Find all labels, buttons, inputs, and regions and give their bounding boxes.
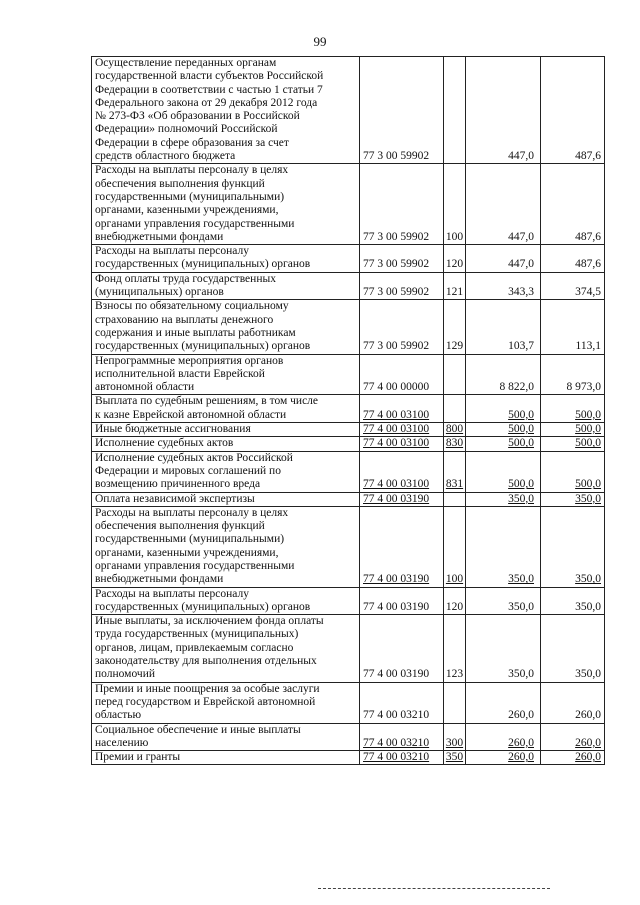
row-name: Расходы на выплаты персоналу в целях обеспечения выполнения функций государственными (муниципальными) органами, казенными учреждениями, органами управления государственными внебюджетными фондами <box>92 506 360 587</box>
table-row <box>92 451 605 492</box>
row-expense-type: 100 <box>444 506 466 587</box>
row-expense-type: 120 <box>444 587 466 615</box>
row-sum-year1: 500,0 <box>466 423 541 437</box>
row-sum-year2: 350,0 <box>541 506 605 587</box>
row-sum-year2: 350,0 <box>541 492 605 506</box>
row-sum-year1: 500,0 <box>466 395 541 423</box>
row-name: Премии и иные поощрения за особые заслуги перед государством и Еврейской автономной областью <box>92 682 360 723</box>
table-row <box>92 587 605 615</box>
row-sum-year2: 487,6 <box>541 245 605 273</box>
table-row <box>92 751 605 765</box>
row-code: 77 3 00 59902 <box>360 300 444 354</box>
row-code: 77 4 00 03100 <box>360 451 444 492</box>
row-name: Исполнение судебных актов Российской Федерации и мировых соглашений по возмещению причиненного вреда <box>92 451 360 492</box>
row-name: Оплата независимой экспертизы <box>92 492 360 506</box>
row-code: 77 4 00 03190 <box>360 492 444 506</box>
row-sum-year1: 260,0 <box>466 682 541 723</box>
row-code: 77 4 00 03210 <box>360 723 444 751</box>
row-sum-year2: 500,0 <box>541 423 605 437</box>
row-expense-type: 120 <box>444 245 466 273</box>
row-expense-type: 129 <box>444 300 466 354</box>
row-code: 77 4 00 03210 <box>360 682 444 723</box>
row-code: 77 4 00 03100 <box>360 395 444 423</box>
row-sum-year2: 487,6 <box>541 57 605 164</box>
row-expense-type: 121 <box>444 272 466 300</box>
row-name: Взносы по обязательному социальному страхованию на выплаты денежного содержания и иные выплаты работникам государственных (муниципальных) органов <box>92 300 360 354</box>
row-code: 77 4 00 00000 <box>360 354 444 395</box>
row-sum-year2: 260,0 <box>541 682 605 723</box>
row-sum-year1: 8 822,0 <box>466 354 541 395</box>
table-row <box>92 682 605 723</box>
row-sum-year1: 350,0 <box>466 506 541 587</box>
row-name: Выплата по судебным решениям, в том числе к казне Еврейской автономной области <box>92 395 360 423</box>
row-sum-year1: 350,0 <box>466 587 541 615</box>
table-row <box>92 272 605 300</box>
row-sum-year2: 8 973,0 <box>541 354 605 395</box>
row-expense-type: 800 <box>444 423 466 437</box>
row-code: 77 4 00 03100 <box>360 423 444 437</box>
row-sum-year1: 260,0 <box>466 751 541 765</box>
table-row <box>92 437 605 451</box>
row-sum-year2: 500,0 <box>541 395 605 423</box>
row-expense-type <box>444 354 466 395</box>
row-code: 77 4 00 03190 <box>360 587 444 615</box>
row-sum-year1: 447,0 <box>466 57 541 164</box>
budget-table-body <box>92 57 605 765</box>
row-sum-year1: 500,0 <box>466 437 541 451</box>
table-row <box>92 492 605 506</box>
row-code: 77 4 00 03210 <box>360 751 444 765</box>
row-name: Расходы на выплаты персоналу в целях обеспечения выполнения функций государственными (муниципальными) органами, казенными учреждениями, органами управления государственными внебюджетными фондами <box>92 164 360 245</box>
row-name: Премии и гранты <box>92 751 360 765</box>
row-code: 77 4 00 03190 <box>360 615 444 682</box>
row-expense-type: 350 <box>444 751 466 765</box>
row-sum-year1: 260,0 <box>466 723 541 751</box>
row-name: Непрограммные мероприятия органов исполнительной власти Еврейской автономной области <box>92 354 360 395</box>
row-sum-year2: 350,0 <box>541 587 605 615</box>
row-expense-type: 123 <box>444 615 466 682</box>
row-name: Расходы на выплаты персоналу государственных (муниципальных) органов <box>92 587 360 615</box>
row-sum-year2: 113,1 <box>541 300 605 354</box>
row-sum-year1: 447,0 <box>466 164 541 245</box>
row-sum-year1: 350,0 <box>466 492 541 506</box>
row-name: Иные бюджетные ассигнования <box>92 423 360 437</box>
row-sum-year2: 260,0 <box>541 723 605 751</box>
row-sum-year1: 343,3 <box>466 272 541 300</box>
row-sum-year1: 500,0 <box>466 451 541 492</box>
row-sum-year2: 260,0 <box>541 751 605 765</box>
row-name: Исполнение судебных актов <box>92 437 360 451</box>
row-sum-year2: 487,6 <box>541 164 605 245</box>
row-expense-type: 300 <box>444 723 466 751</box>
table-row <box>92 245 605 273</box>
row-expense-type: 831 <box>444 451 466 492</box>
row-expense-type <box>444 57 466 164</box>
row-name: Осуществление переданных органам государственной власти субъектов Российской Федерации в соответствии с частью 1 статьи 7 Федерального закона от 29 декабря 2012 года № 273-ФЗ «Об образовании в Российской Федерации» полномочий Российской Федерации в сфере образования за счет средств областного бюджета <box>92 57 360 164</box>
row-name: Социальное обеспечение и иные выплаты населению <box>92 723 360 751</box>
table-row <box>92 57 605 164</box>
row-code: 77 4 00 03190 <box>360 506 444 587</box>
row-sum-year1: 447,0 <box>466 245 541 273</box>
row-code: 77 3 00 59902 <box>360 272 444 300</box>
row-name: Расходы на выплаты персоналу государственных (муниципальных) органов <box>92 245 360 273</box>
row-expense-type: 100 <box>444 164 466 245</box>
row-sum-year2: 350,0 <box>541 615 605 682</box>
row-expense-type <box>444 682 466 723</box>
row-expense-type <box>444 395 466 423</box>
row-expense-type <box>444 492 466 506</box>
row-sum-year2: 500,0 <box>541 451 605 492</box>
row-expense-type: 830 <box>444 437 466 451</box>
table-row <box>92 615 605 682</box>
row-name: Фонд оплаты труда государственных (муниципальных) органов <box>92 272 360 300</box>
footer-line <box>318 888 550 889</box>
row-sum-year1: 350,0 <box>466 615 541 682</box>
row-code: 77 3 00 59902 <box>360 245 444 273</box>
row-code: 77 3 00 59902 <box>360 164 444 245</box>
table-row <box>92 164 605 245</box>
row-sum-year2: 374,5 <box>541 272 605 300</box>
table-row <box>92 395 605 423</box>
table-row <box>92 723 605 751</box>
row-sum-year2: 500,0 <box>541 437 605 451</box>
table-row <box>92 354 605 395</box>
row-name: Иные выплаты, за исключением фонда оплаты труда государственных (муниципальных) органов, лицам, привлекаемым согласно законодательству для выполнения отдельных полномочий <box>92 615 360 682</box>
table-row <box>92 506 605 587</box>
budget-table <box>91 56 605 765</box>
row-sum-year1: 103,7 <box>466 300 541 354</box>
table-row <box>92 423 605 437</box>
row-code: 77 4 00 03100 <box>360 437 444 451</box>
row-code: 77 3 00 59902 <box>360 57 444 164</box>
page-number: 99 <box>313 34 327 49</box>
table-row <box>92 300 605 354</box>
